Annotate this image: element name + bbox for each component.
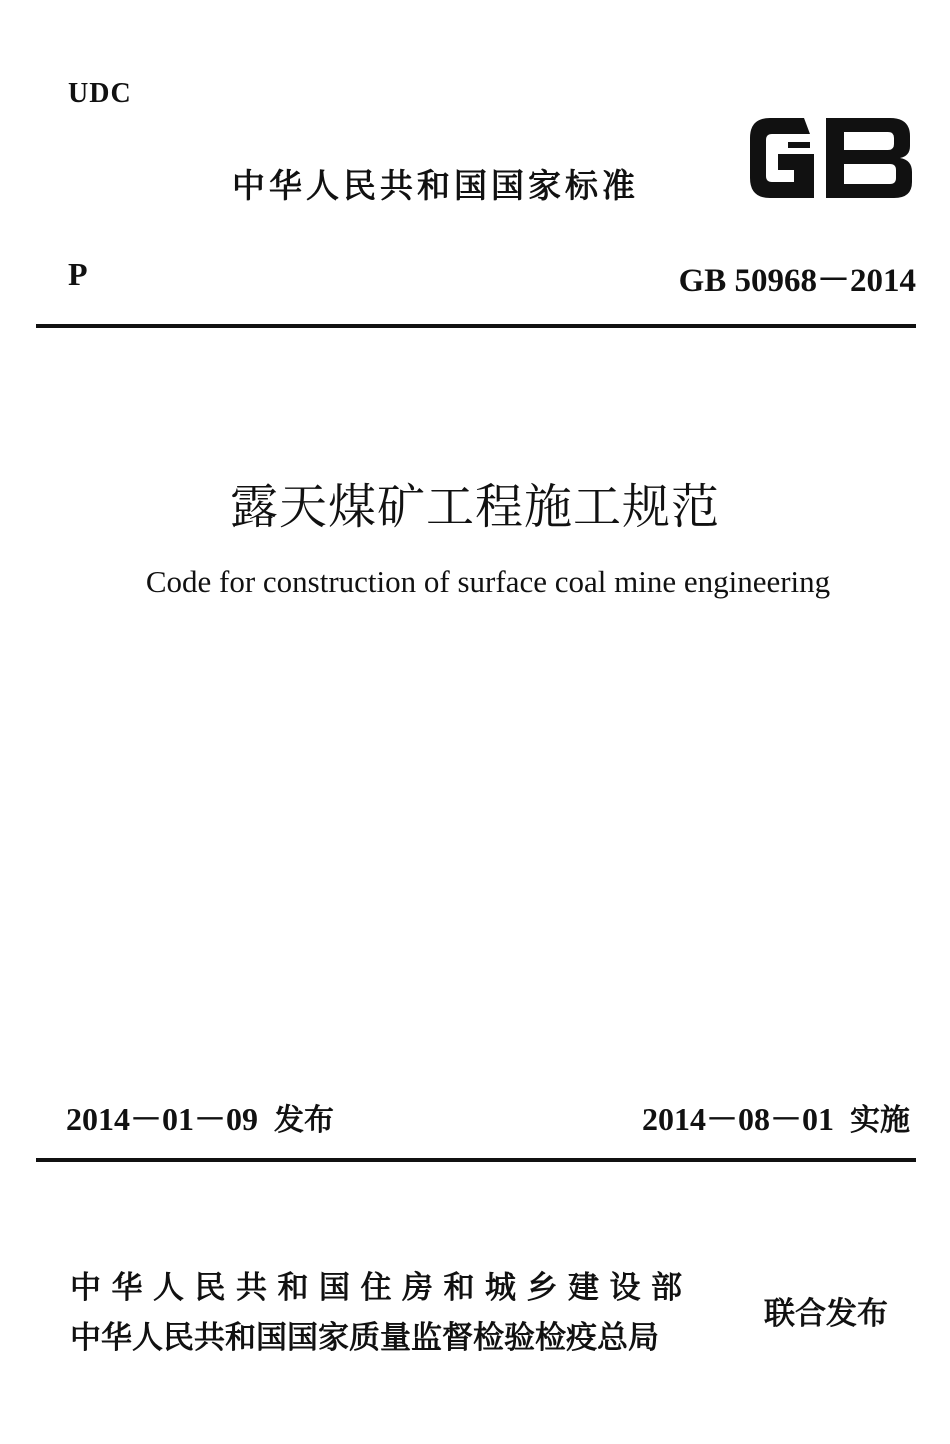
implement-date-block	[642, 1094, 910, 1140]
issue-date-block	[66, 1094, 334, 1140]
category-code: P	[68, 256, 88, 292]
gb-logo	[744, 112, 916, 204]
standard-type: 中华人民共和国国家标准	[232, 166, 639, 205]
implement-date: 2014－08－01	[641, 1101, 834, 1137]
issuer-quality-administration: 中华人民共和国国家质量监督检验检疫总局	[70, 1320, 659, 1356]
issue-label: 发布	[274, 1103, 335, 1138]
title-english: Code for construction of surface coal mine engineering	[145, 564, 831, 599]
implement-label: 实施	[850, 1103, 910, 1138]
bottom-divider	[36, 1158, 916, 1162]
gb-logo-text: GB	[744, 112, 746, 113]
joint-issue-label: 联合发布	[764, 1296, 888, 1332]
issuer-ministry-housing: 中华人民共和国住房和城乡建设部	[70, 1270, 693, 1306]
udc-label: UDC	[68, 78, 132, 109]
top-divider	[36, 324, 916, 328]
standard-number: GB 50968－2014	[678, 263, 916, 299]
title-chinese: 露天煤矿工程施工规范	[229, 479, 720, 535]
issue-date: 2014－01－09	[66, 1101, 259, 1137]
